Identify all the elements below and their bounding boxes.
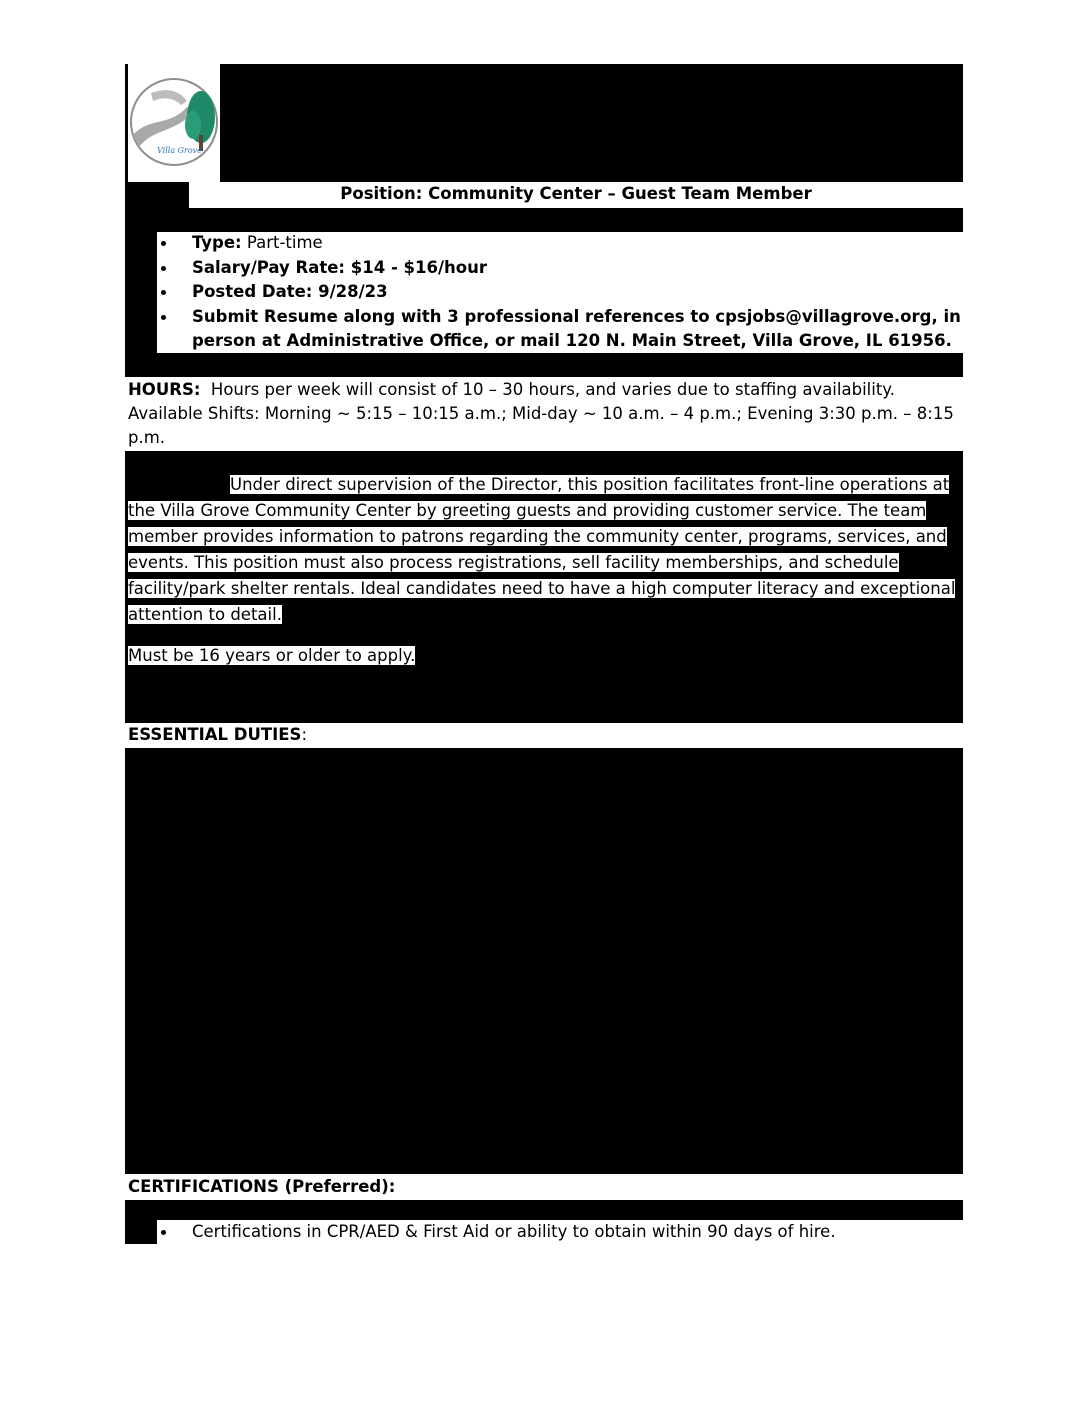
list-item: Certifications in CPR/AED & First Aid or ability to obtain within 90 days of hire.	[157, 1220, 963, 1245]
essential-duties-heading: ESSENTIAL DUTIES:	[128, 725, 308, 744]
summary-line: Under direct supervision of the Director, this position facilitates front-line operations at	[230, 475, 950, 494]
title-row-redaction-left	[125, 182, 189, 208]
certifications-heading: CERTIFICATIONS (Preferred):	[128, 1177, 396, 1196]
certifications-redaction	[125, 1200, 963, 1220]
title-bottom-redaction	[125, 208, 963, 232]
header-redaction	[220, 64, 963, 182]
summary-line: facility/park shelter rentals. Ideal candidates need to have a high computer literacy and exceptional	[128, 579, 956, 598]
hours-line-2: Available Shifts: Morning ~ 5:15 – 10:15 a.m.; Mid-day ~ 10 a.m. – 4 p.m.; Evening 3:30 p.m. – 8:15	[128, 404, 954, 423]
age-requirement: Must be 16 years or older to apply.	[128, 646, 416, 665]
list-item: Salary/Pay Rate: $14 - $16/hour	[157, 256, 963, 281]
job-info-list	[157, 231, 963, 354]
hours-line-1: HOURS: Hours per week will consist of 10 – 30 hours, and varies due to staffing availability.	[128, 380, 895, 399]
logo-icon	[129, 77, 219, 167]
certifications-left-redaction	[125, 1220, 157, 1244]
summary-line: member provides information to patrons regarding the community center, programs, services, and	[128, 527, 947, 546]
essential-duties-redaction	[125, 748, 963, 1174]
hours-line-3: p.m.	[128, 428, 166, 447]
job-info-bottom-redaction	[125, 353, 963, 377]
summary-line: the Villa Grove Community Center by greeting guests and providing customer service. The team	[128, 501, 927, 520]
list-item: Posted Date: 9/28/23	[157, 280, 963, 305]
summary-paragraph	[128, 472, 958, 628]
list-item: Submit Resume along with 3 professional references to cpsjobs@villagrove.org, in person at Administrative Office, or mail 120 N. Main Street, Villa Grove, IL 61956.	[157, 305, 963, 354]
summary-line: events. This position must also process registrations, sell facility memberships, and schedule	[128, 553, 899, 572]
summary-line: attention to detail.	[128, 605, 282, 624]
svg-text:Villa Grove: Villa Grove	[157, 146, 202, 155]
certifications-list	[157, 1220, 963, 1245]
header-redaction-left-bar	[125, 64, 128, 184]
list-item: Type: Part-time	[157, 231, 963, 256]
villa-grove-logo	[129, 77, 219, 167]
position-title: Position: Community Center – Guest Team Member	[340, 184, 812, 203]
